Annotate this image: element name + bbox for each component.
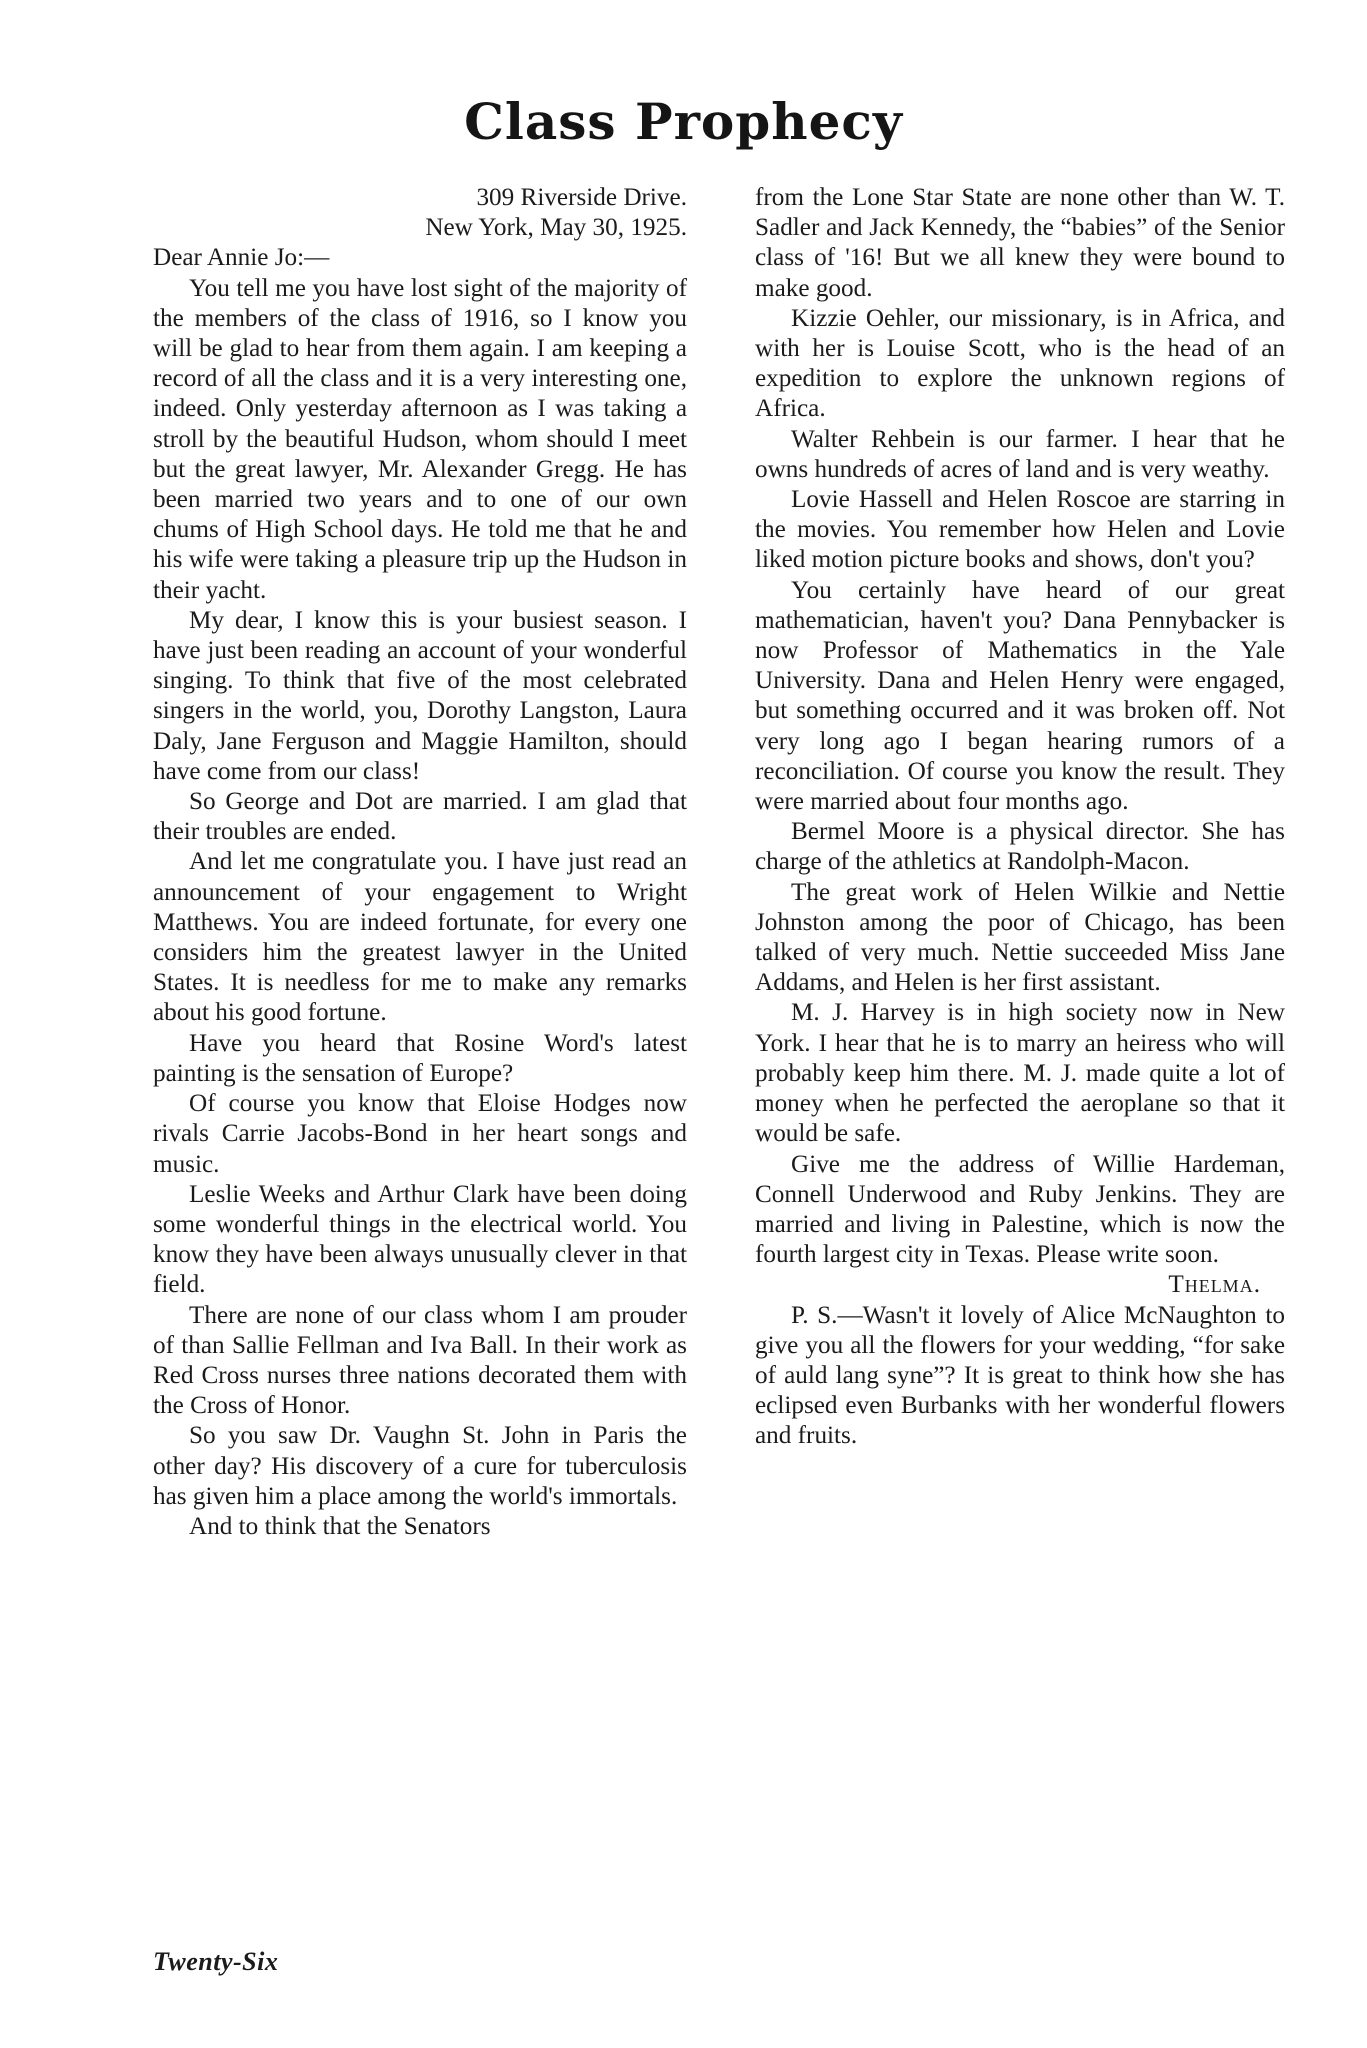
page-number: Twenty-Six — [153, 1947, 279, 1976]
paragraph: And to think that the Senators — [189, 1512, 491, 1540]
paragraph: You tell me you have lost sight of the majority of the members of the class of 1916, so I know you will be glad to hear from them again. I am keeping a record of all the class and it is a very interesting one, indeed. Only yesterday afternoon as I was taking a stroll by the beautiful Hudson, whom should I meet but the great lawyer, Mr. Alexander Gregg. He has been married two years and to one of our own chums of High School days. He told me that he and his wife were taking a pleasure trip up the Hudson in their yacht. — [153, 274, 687, 604]
signature: Thelma. — [1168, 1271, 1261, 1299]
paragraph: Of course you know that Eloise Hodges now rivals Carrie Jacobs-Bond in her heart songs and music. — [153, 1090, 687, 1178]
paragraph: And let me congratulate you. I have just read an announcement of your engagement to Wright Matthews. You are indeed fortunate, for every one considers him the greatest lawyer in the United States. It is needless for me to make any remarks about his good fortune. — [153, 848, 687, 1027]
address-date: New York, May 30, 1925. — [425, 214, 687, 242]
paragraph: There are none of our class whom I am prouder of than Sallie Fellman and Iva Ball. In their work as Red Cross nurses three nations decorated them with the Cross of Honor. — [153, 1301, 687, 1420]
paragraph: Leslie Weeks and Arthur Clark have been doing some wonderful things in the electrical world. You know they have been always unusually clever in that field. — [153, 1180, 687, 1299]
paragraph: So George and Dot are married. I am glad that their troubles are ended. — [153, 788, 687, 846]
paragraph: Lovie Hassell and Helen Roscoe are starring in the movies. You remember how Helen and Lovie liked motion picture books and shows, don't you? — [755, 486, 1285, 574]
paragraph: The great work of Helen Wilkie and Nettie Johnston among the poor of Chicago, has been talked of very much. Nettie succeeded Miss Jane Addams, and Helen is her first assistant. — [755, 878, 1285, 997]
page-title: Class Prophecy — [464, 92, 903, 151]
paragraph: Have you heard that Rosine Word's latest painting is the sensation of Europe? — [153, 1029, 687, 1087]
paragraph-continuation: from the Lone Star State are none other than W. T. Sadler and Jack Kennedy, the “babies” of the Senior class of '16! But we all knew they were bound to make good. — [755, 184, 1285, 302]
paragraph: M. J. Harvey is in high society now in New York. I hear that he is to marry an heiress who will probably keep him there. M. J. made quite a lot of money when he perfected the aeroplane so that it would be safe. — [755, 999, 1285, 1148]
paragraph: Give me the address of Willie Hardeman, Connell Underwood and Ruby Jenkins. They are married and living in Palestine, which is now the fourth largest city in Texas. Please write soon. — [755, 1150, 1285, 1269]
paragraph: My dear, I know this is your busiest season. I have just been reading an account of your wonderful singing. To think that five of the most celebrated singers in the world, you, Dorothy Langston, Laura Daly, Jane Ferguson and Maggie Hamilton, should have come from our class! — [153, 606, 687, 785]
paragraph: Walter Rehbein is our farmer. I hear that he owns hundreds of acres of land and is very weathy. — [755, 425, 1285, 483]
paragraph: Bermel Moore is a physical director. She has charge of the athletics at Randolph-Macon. — [755, 818, 1285, 876]
paragraph: Kizzie Oehler, our missionary, is in Africa, and with her is Louise Scott, who is the head of an expedition to explore the unknown regions of Africa. — [755, 304, 1285, 423]
paragraph: You certainly have heard of our great mathematician, haven't you? Dana Pennybacker is now Professor of Mathematics in the Yale University. Dana and Helen Henry were engaged, but something occurred and it was broken off. Not very long ago I began hearing rumors of a reconciliation. Of course you know the result. They were married about four months ago. — [755, 576, 1285, 816]
address-street: 309 Riverside Drive. — [476, 184, 687, 211]
right-column — [755, 183, 1285, 1452]
postscript: P. S.—Wasn't it lovely of Alice McNaughton to give you all the flowers for your wedding, “for sake of auld lang syne”? It is great to think how she has eclipsed even Burbanks with her wonderful flowers and fruits. — [755, 1301, 1285, 1450]
paragraph: So you saw Dr. Vaughn St. John in Paris the other day? His discovery of a cure for tuberculosis has given him a place among the world's immortals. — [153, 1422, 687, 1510]
left-column — [153, 183, 687, 1542]
salutation: Dear Annie Jo:— — [153, 244, 330, 272]
